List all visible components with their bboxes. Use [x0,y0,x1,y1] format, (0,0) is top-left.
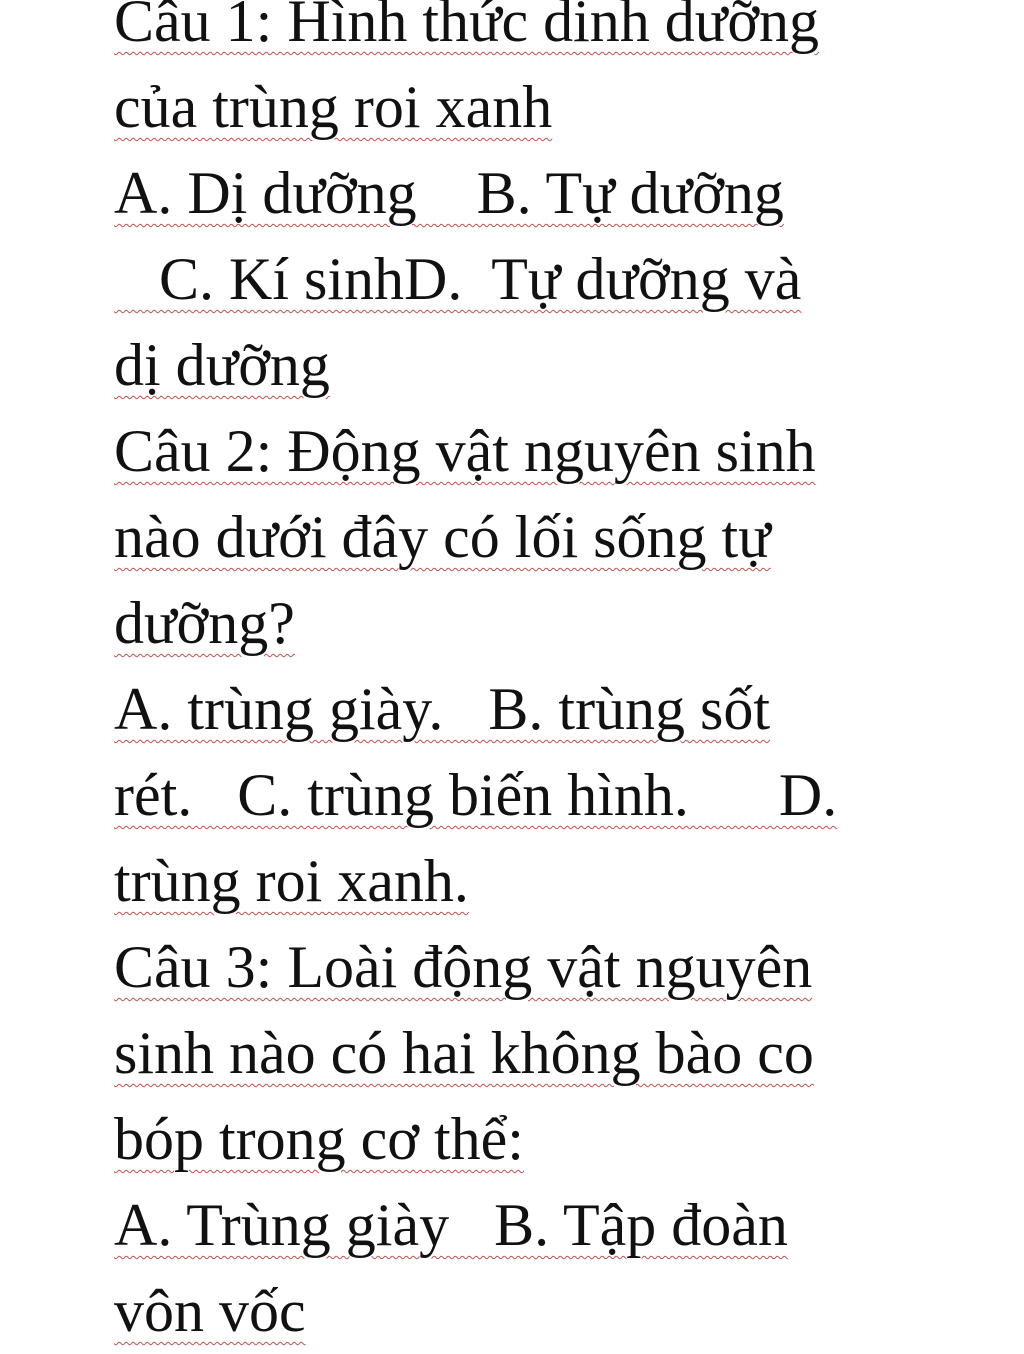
question-3-title-line-1: Câu 3: Loài động vật nguyên [114,934,813,1000]
question-2-options-line-2: rét. C. trùng biến hình. D. [114,762,838,828]
question-2-options-line-3: trùng roi xanh. [114,848,469,914]
question-3-title-line-2: sinh nào có hai không bào co [114,1020,814,1086]
question-2-title-line-3: dưỡng? [114,590,295,656]
question-2-title-line-1: Câu 2: Động vật nguyên sinh [114,418,816,484]
question-1-options-line-2: C. Kí sinhD. Tự dưỡng và [114,246,802,312]
question-1-title-line-2: của trùng roi xanh [114,74,553,140]
question-1-title-line-1: Câu 1: Hình thức dinh dưỡng [114,0,820,54]
question-3-title-line-3: bóp trong cơ thể: [114,1106,524,1172]
question-3-options-line-1: A. Trùng giày B. Tập đoàn [114,1192,788,1258]
document-body [114,0,914,1344]
question-1-options-line-3: dị dưỡng [114,332,330,398]
question-2-options-line-1: A. trùng giày. B. trùng sốt [114,676,771,742]
question-2-title-line-2: nào dưới đây có lối sống tự [114,504,771,570]
question-1-options-line-1: A. Dị dưỡng B. Tự dưỡng [114,160,784,226]
question-3-options-line-2: vôn vốc [114,1278,306,1344]
